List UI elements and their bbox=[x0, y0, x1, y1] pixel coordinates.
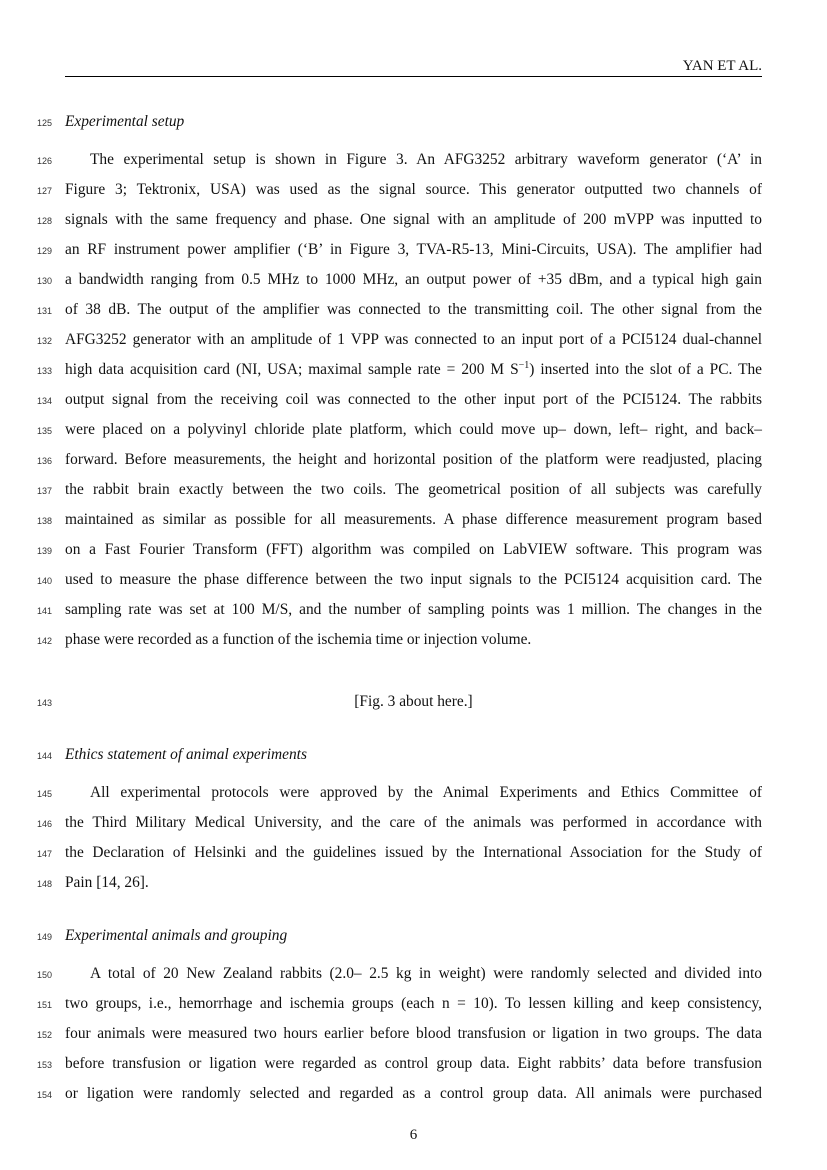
paragraph-text: or ligation were randomly selected and regarded as a control group data. All animals were purchased bbox=[65, 1085, 762, 1102]
line-number: 129 bbox=[36, 246, 52, 256]
figure-placeholder-text: [Fig. 3 about here.] bbox=[354, 693, 473, 710]
paragraph-text: the Third Military Medical University, and the care of the animals was performed in accordance with bbox=[65, 814, 762, 831]
text-line bbox=[0, 330, 827, 360]
line-number: 125 bbox=[36, 118, 52, 128]
line-number: 148 bbox=[36, 879, 52, 889]
text-line bbox=[0, 150, 827, 180]
line-number: 144 bbox=[36, 751, 52, 761]
section-heading: Ethics statement of animal experiments bbox=[65, 746, 307, 763]
paragraph-text: phase were recorded as a function of the ischemia time or injection volume. bbox=[65, 631, 532, 648]
text-line bbox=[0, 630, 827, 660]
text-line bbox=[0, 240, 827, 270]
line-number: 131 bbox=[36, 306, 52, 316]
paragraph-text: the Declaration of Helsinki and the guidelines issued by the International Association for the Study of bbox=[65, 844, 762, 861]
paragraph-text: the rabbit brain exactly between the two coils. The geometrical position of all subjects was carefully bbox=[65, 481, 762, 498]
line-number: 147 bbox=[36, 849, 52, 859]
text-line bbox=[0, 783, 827, 813]
header-rule bbox=[65, 76, 762, 77]
paragraph-text: Pain [14, 26]. bbox=[65, 874, 149, 891]
line-number: 133 bbox=[36, 366, 52, 376]
paragraph-text: A total of 20 New Zealand rabbits (2.0– 2.5 kg in weight) were randomly selected and divided into bbox=[90, 965, 762, 982]
text-line bbox=[0, 1054, 827, 1084]
line-number: 132 bbox=[36, 336, 52, 346]
line-number: 146 bbox=[36, 819, 52, 829]
line-number: 149 bbox=[36, 932, 52, 942]
text-line bbox=[0, 510, 827, 540]
text-line bbox=[0, 570, 827, 600]
line-number: 140 bbox=[36, 576, 52, 586]
text-line bbox=[0, 1084, 827, 1114]
text-line bbox=[0, 540, 827, 570]
figure-placeholder bbox=[0, 692, 827, 722]
text-line bbox=[0, 360, 827, 390]
paragraph-text: a bandwidth ranging from 0.5 MHz to 1000 MHz, an output power of +35 dBm, and a typical high gain bbox=[65, 271, 762, 288]
section-heading-experimental-setup bbox=[0, 112, 827, 142]
paragraph-text: used to measure the phase difference between the two input signals to the PCI5124 acquisition card. The bbox=[65, 571, 762, 588]
section-heading-animals-grouping bbox=[0, 926, 827, 956]
text-line bbox=[0, 390, 827, 420]
line-number: 134 bbox=[36, 396, 52, 406]
section-heading: Experimental animals and grouping bbox=[65, 927, 288, 944]
paragraph-text: on a Fast Fourier Transform (FFT) algorithm was compiled on LabVIEW software. This program was bbox=[65, 541, 762, 558]
text-line bbox=[0, 450, 827, 480]
text-line bbox=[0, 210, 827, 240]
text-segment: ) inserted into the slot of a PC. The bbox=[529, 361, 762, 378]
line-number: 153 bbox=[36, 1060, 52, 1070]
text-line bbox=[0, 1024, 827, 1054]
paragraph-text bbox=[65, 360, 762, 380]
line-number: 151 bbox=[36, 1000, 52, 1010]
line-number: 139 bbox=[36, 546, 52, 556]
line-number: 142 bbox=[36, 636, 52, 646]
paragraph-text: forward. Before measurements, the height and horizontal position of the platform were readjusted, placing bbox=[65, 451, 762, 468]
paragraph-text: two groups, i.e., hemorrhage and ischemia groups (each n = 10). To lessen killing and keep consistency, bbox=[65, 995, 762, 1012]
paragraph-text: of 38 dB. The output of the amplifier was connected to the transmitting coil. The other signal from the bbox=[65, 301, 762, 318]
page-number: 6 bbox=[409, 1127, 418, 1143]
line-number: 130 bbox=[36, 276, 52, 286]
paragraph-text: sampling rate was set at 100 M/S, and the number of sampling points was 1 million. The changes in the bbox=[65, 601, 762, 618]
line-number: 135 bbox=[36, 426, 52, 436]
text-line bbox=[0, 600, 827, 630]
paragraph-text: signals with the same frequency and phase. One signal with an amplitude of 200 mVPP was inputted to bbox=[65, 211, 762, 228]
section-heading: Experimental setup bbox=[65, 113, 185, 130]
text-line bbox=[0, 843, 827, 873]
running-head: YAN ET AL. bbox=[682, 58, 762, 74]
paragraph-text: were placed on a polyvinyl chloride plate platform, which could move up– down, left– right, and back– bbox=[65, 421, 762, 438]
text-segment: high data acquisition card (NI, USA; maximal sample rate = 200 M S bbox=[65, 361, 519, 378]
line-number: 154 bbox=[36, 1090, 52, 1100]
line-number: 143 bbox=[36, 698, 52, 708]
paragraph-text: All experimental protocols were approved by the Animal Experiments and Ethics Committee of bbox=[90, 784, 762, 801]
text-line bbox=[0, 180, 827, 210]
text-line bbox=[0, 420, 827, 450]
text-line bbox=[0, 964, 827, 994]
paragraph-text: an RF instrument power amplifier (‘B’ in Figure 3, TVA-R5-13, Mini-Circuits, USA). The amplifier had bbox=[65, 241, 762, 258]
paragraph-text: The experimental setup is shown in Figure 3. An AFG3252 arbitrary waveform generator (‘A’ in bbox=[90, 151, 762, 168]
line-number: 137 bbox=[36, 486, 52, 496]
section-heading-ethics bbox=[0, 745, 827, 775]
paragraph-text: maintained as similar as possible for all measurements. A phase difference measurement program based bbox=[65, 511, 762, 528]
line-number: 136 bbox=[36, 456, 52, 466]
text-line bbox=[0, 813, 827, 843]
line-number: 127 bbox=[36, 186, 52, 196]
text-line bbox=[0, 994, 827, 1024]
paragraph-text: AFG3252 generator with an amplitude of 1 VPP was connected to an input port of a PCI5124 dual-channel bbox=[65, 331, 762, 348]
line-number: 128 bbox=[36, 216, 52, 226]
line-number: 150 bbox=[36, 970, 52, 980]
text-line bbox=[0, 873, 827, 903]
line-number: 145 bbox=[36, 789, 52, 799]
text-line bbox=[0, 270, 827, 300]
paragraph-text: four animals were measured two hours earlier before blood transfusion or ligation in two groups. The data bbox=[65, 1025, 762, 1042]
paragraph-text: output signal from the receiving coil was connected to the other input port of the PCI5124. The rabbits bbox=[65, 391, 762, 408]
text-line bbox=[0, 480, 827, 510]
paragraph-text: before transfusion or ligation were regarded as control group data. Eight rabbits’ data before transfusion bbox=[65, 1055, 762, 1072]
superscript: −1 bbox=[518, 360, 530, 371]
text-line bbox=[0, 300, 827, 330]
line-number: 141 bbox=[36, 606, 52, 616]
paragraph-text: Figure 3; Tektronix, USA) was used as the signal source. This generator outputted two channels of bbox=[65, 181, 762, 198]
line-number: 152 bbox=[36, 1030, 52, 1040]
line-number: 126 bbox=[36, 156, 52, 166]
line-number: 138 bbox=[36, 516, 52, 526]
